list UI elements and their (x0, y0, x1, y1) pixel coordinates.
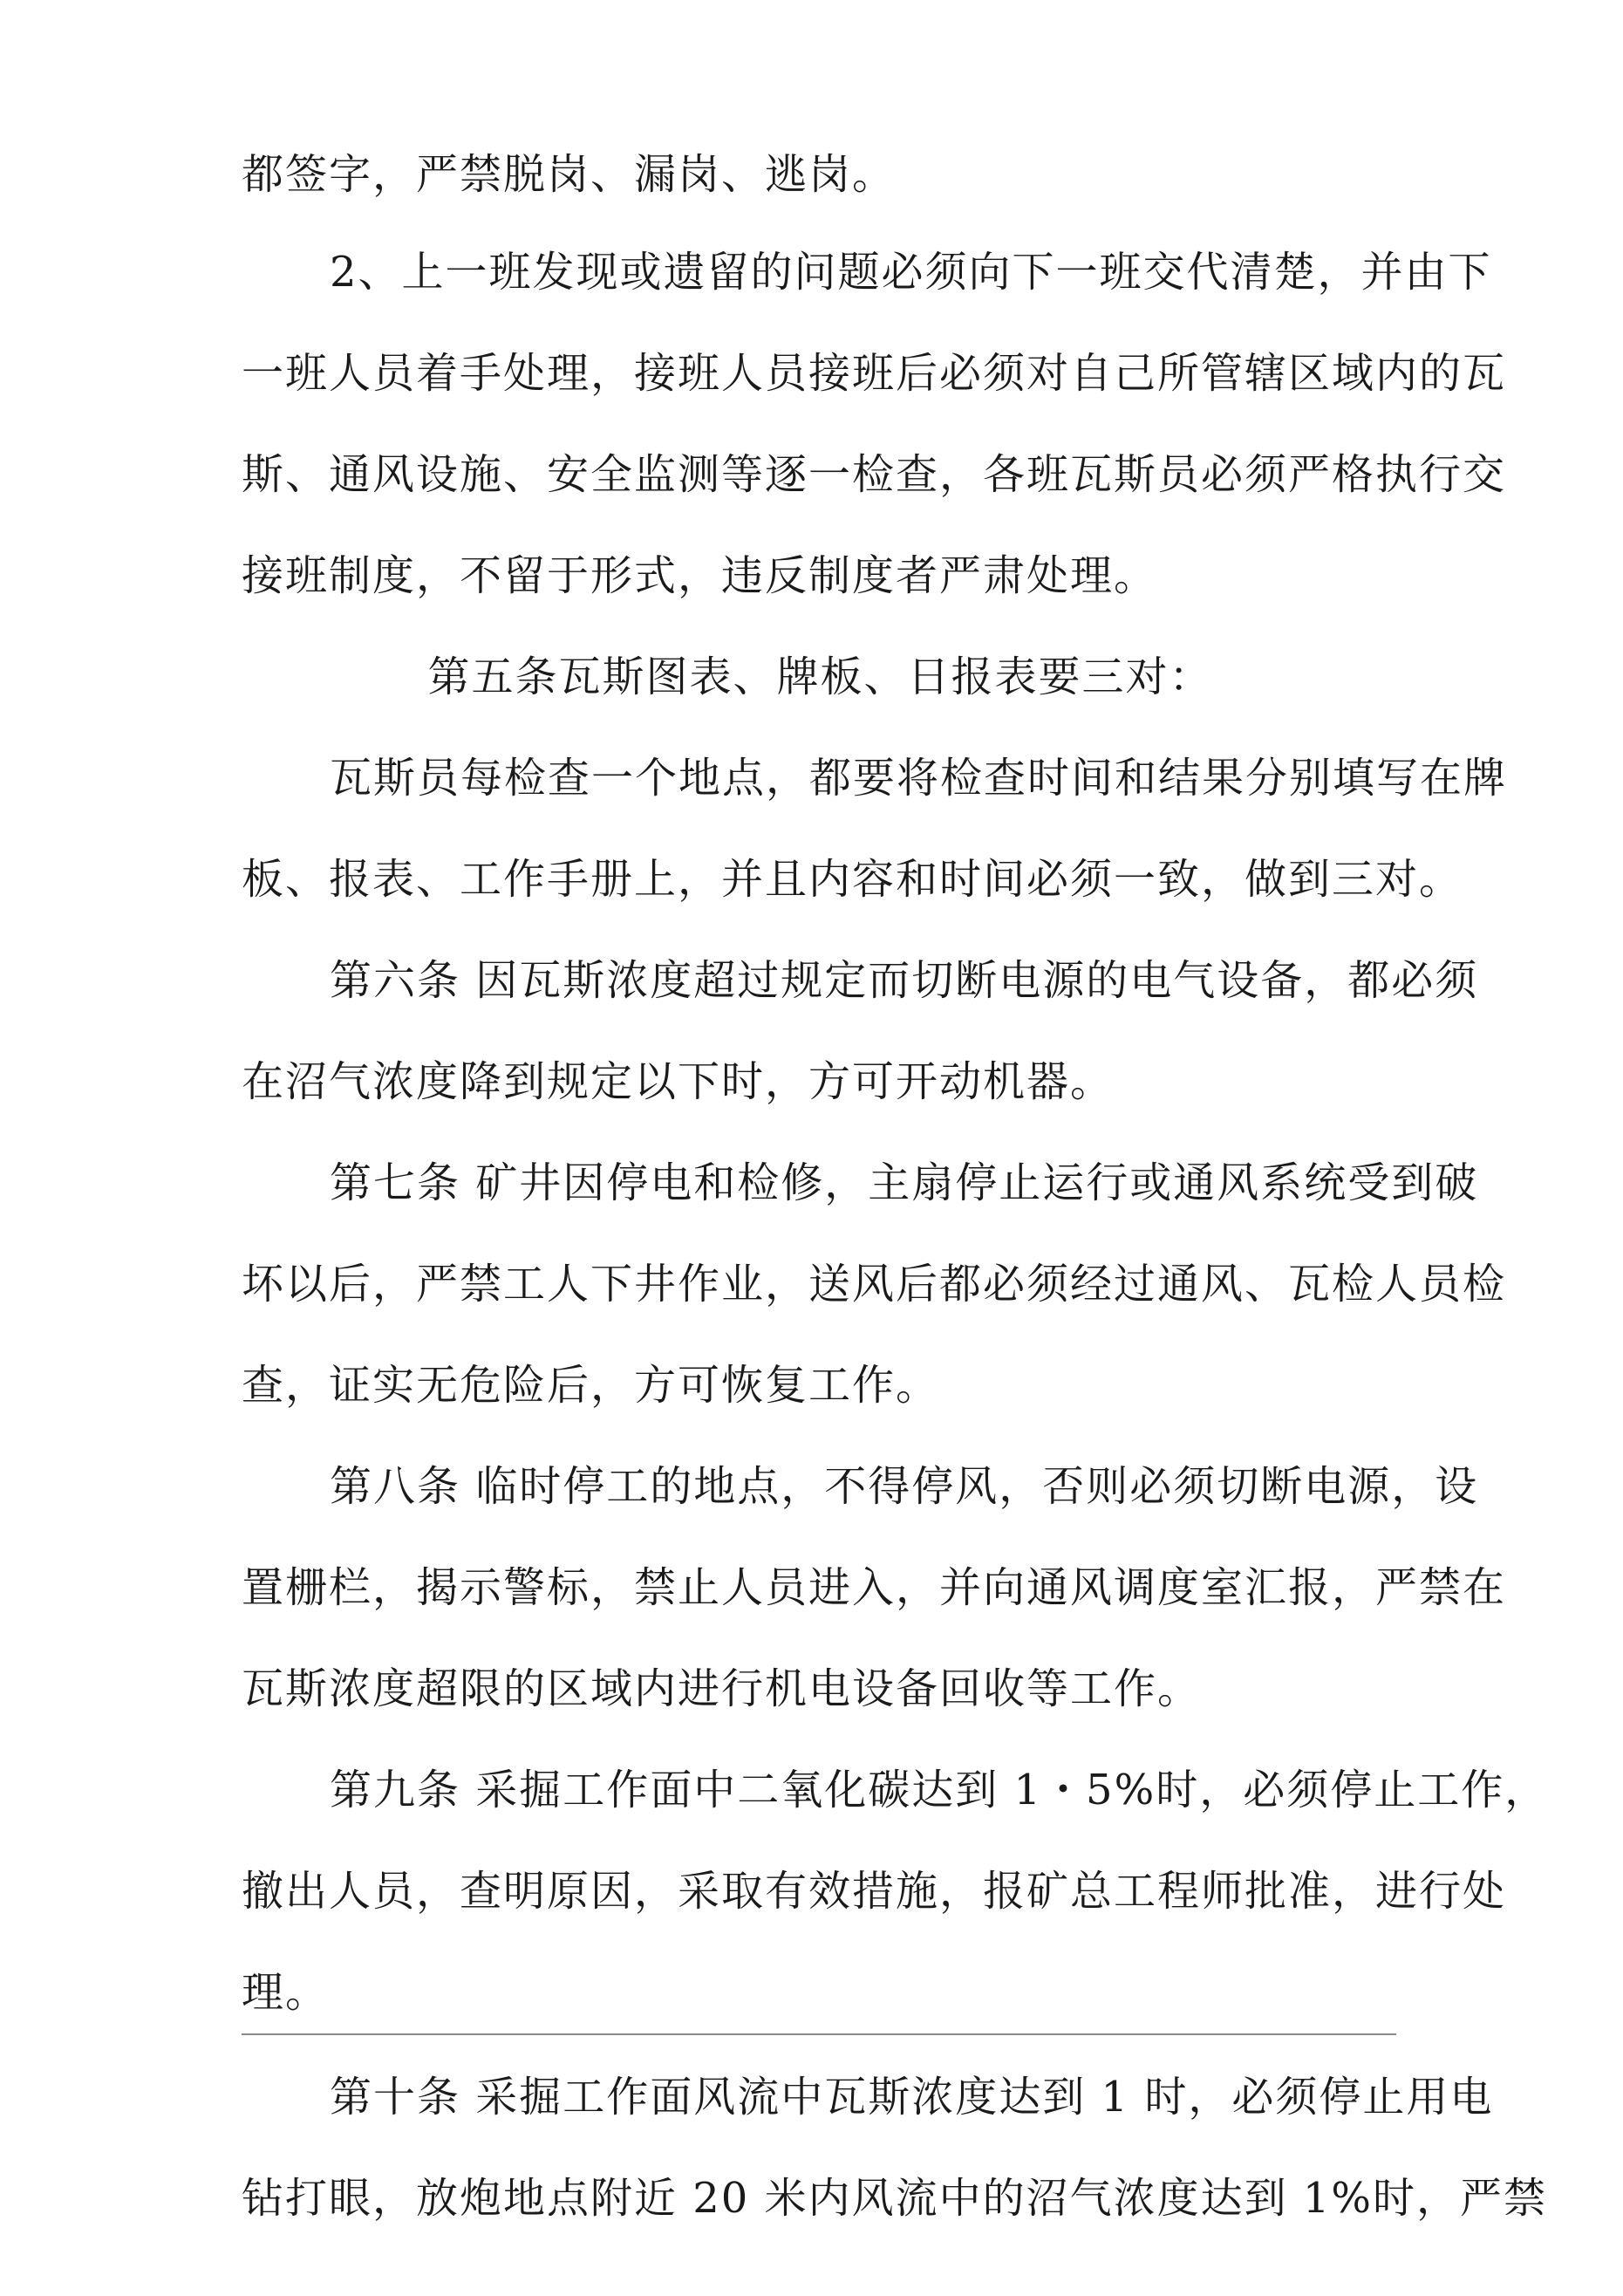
text-line: 瓦斯浓度超限的区域内进行机电设备回收等工作。 (242, 1664, 1202, 1713)
text-line: 第七条 矿井因停电和检修，主扇停止运行或通风系统受到破 (330, 1158, 1479, 1207)
text-line: 接班制度，不留于形式，违反制度者严肃处理。 (242, 551, 1158, 600)
text-line: 钻打眼，放炮地点附近 20 米内风流中的沼气浓度达到 1%时，严禁 (242, 2174, 1548, 2223)
text-line: 一班人员着手处理，接班人员接班后必须对自己所管辖区域内的瓦 (242, 349, 1507, 398)
text-line: 理。 (242, 1968, 330, 2017)
text-line: 第十条 采掘工作面风流中瓦斯浓度达到 1 时，必须停止用电 (330, 2073, 1494, 2122)
text-line: 坏以后，严禁工人下井作业，送风后都必须经过通风、瓦检人员检 (242, 1260, 1507, 1309)
text-line: 2、上一班发现或遗留的问题必须向下一班交代清楚，并由下 (330, 248, 1492, 297)
text-line: 在沼气浓度降到规定以下时，方可开动机器。 (242, 1057, 1115, 1106)
text-line: 瓦斯员每检查一个地点，都要将检查时间和结果分别填写在牌 (330, 754, 1508, 803)
text-line: 斯、通风设施、安全监测等逐一检查，各班瓦斯员必须严格执行交 (242, 450, 1507, 499)
text-line: 查，证实无危险后，方可恢复工作。 (242, 1361, 940, 1410)
page-divider (242, 2033, 1396, 2035)
text-line: 第九条 采掘工作面中二氧化碳达到 1・5%时，必须停止工作， (330, 1766, 1549, 1814)
text-line: 第六条 因瓦斯浓度超过规定而切断电源的电气设备，都必须 (330, 956, 1479, 1005)
text-line: 板、报表、工作手册上，并且内容和时间必须一致，做到三对。 (242, 855, 1463, 904)
section-heading: 第五条瓦斯图表、牌板、日报表要三对： (427, 653, 1213, 701)
text-line: 第八条 临时停工的地点，不得停风，否则必须切断电源，设 (330, 1462, 1479, 1511)
text-line: 撤出人员，查明原因，采取有效措施，报矿总工程师批准，进行处 (242, 1867, 1507, 1916)
text-line: 都签字，严禁脱岗、漏岗、逃岗。 (242, 150, 897, 199)
text-line: 置栅栏，揭示警标，禁止人员进入，并向通风调度室汇报，严禁在 (242, 1563, 1507, 1612)
